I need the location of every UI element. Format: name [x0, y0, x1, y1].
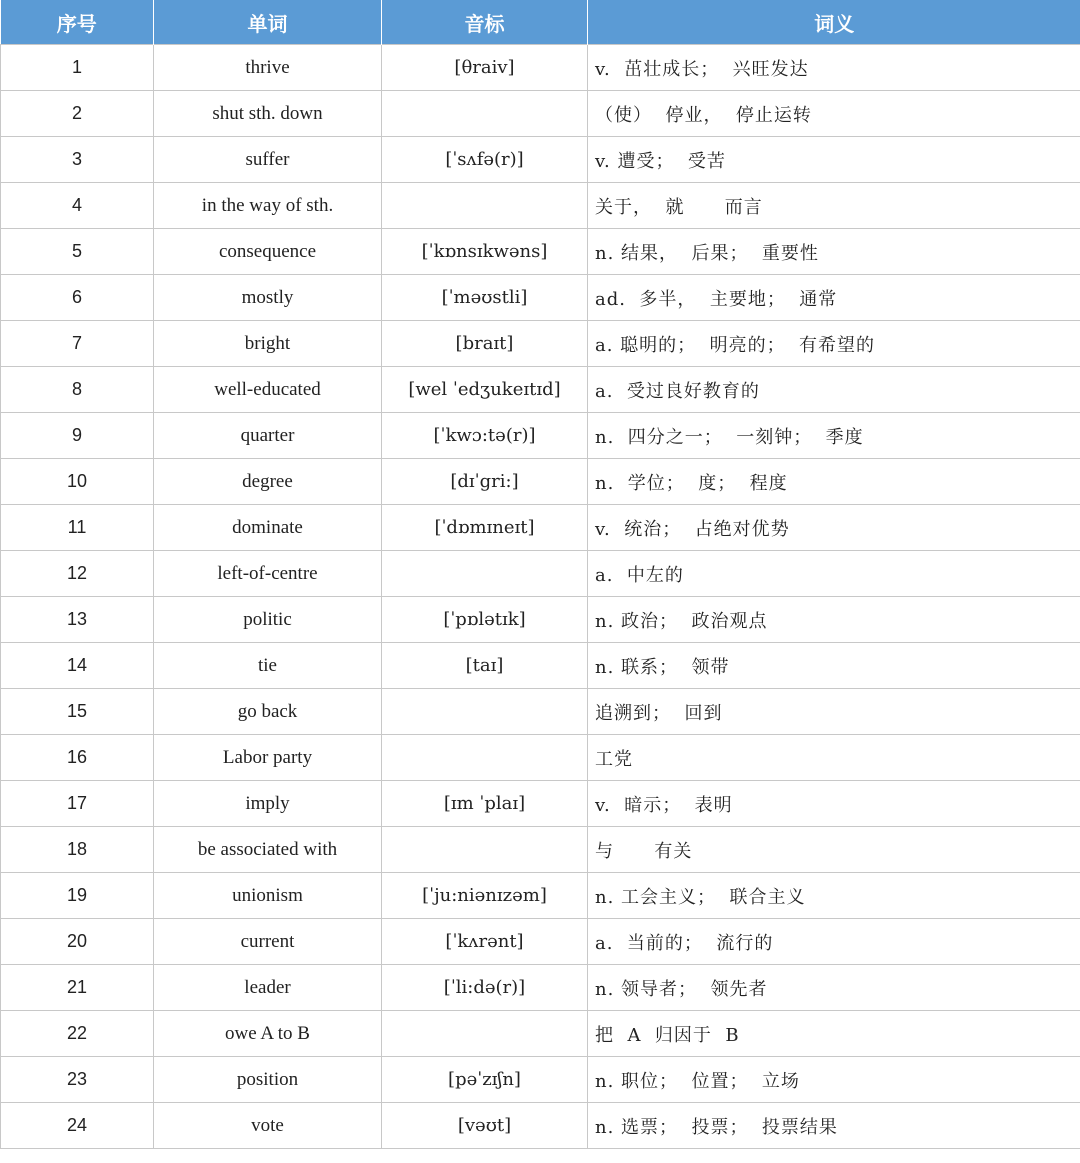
row-meaning: 追溯到； 回到	[588, 689, 1080, 735]
row-index: 19	[1, 873, 154, 919]
table-row	[1, 965, 1080, 1011]
row-index: 8	[1, 367, 154, 413]
table-row	[1, 505, 1080, 551]
row-phonetic: [vəʊt]	[382, 1103, 588, 1149]
row-index: 1	[1, 45, 154, 91]
row-phonetic: [taɪ]	[382, 643, 588, 689]
row-word: be associated with	[154, 827, 382, 873]
table-row	[1, 689, 1080, 735]
row-phonetic: [wel ˈedʒukeɪtɪd]	[382, 367, 588, 413]
row-meaning: （使） 停业， 停止运转	[588, 91, 1080, 137]
row-meaning: 关于， 就 而言	[588, 183, 1080, 229]
table-row	[1, 275, 1080, 321]
table-row	[1, 229, 1080, 275]
row-word: current	[154, 919, 382, 965]
row-meaning: 与 有关	[588, 827, 1080, 873]
row-phonetic: [dɪˈgri:]	[382, 459, 588, 505]
row-phonetic: [ˈsʌfə(r)]	[382, 137, 588, 183]
row-word: go back	[154, 689, 382, 735]
row-word: in the way of sth.	[154, 183, 382, 229]
row-meaning: a. 中左的	[588, 551, 1080, 597]
table-row	[1, 873, 1080, 919]
table-row	[1, 45, 1080, 91]
row-word: leader	[154, 965, 382, 1011]
row-word: well-educated	[154, 367, 382, 413]
row-index: 14	[1, 643, 154, 689]
row-word: owe A to B	[154, 1011, 382, 1057]
row-word: quarter	[154, 413, 382, 459]
table-body	[1, 45, 1080, 1149]
row-index: 24	[1, 1103, 154, 1149]
row-index: 21	[1, 965, 154, 1011]
row-index: 20	[1, 919, 154, 965]
row-meaning: n. 工会主义； 联合主义	[588, 873, 1080, 919]
row-word: thrive	[154, 45, 382, 91]
table-row	[1, 413, 1080, 459]
row-phonetic: [braɪt]	[382, 321, 588, 367]
row-phonetic	[382, 689, 588, 735]
row-word: politic	[154, 597, 382, 643]
row-index: 22	[1, 1011, 154, 1057]
row-phonetic	[382, 1011, 588, 1057]
row-meaning: 工党	[588, 735, 1080, 781]
row-index: 7	[1, 321, 154, 367]
row-index: 6	[1, 275, 154, 321]
table-row	[1, 1103, 1080, 1149]
row-meaning: 把 A 归因于 B	[588, 1011, 1080, 1057]
table-row	[1, 597, 1080, 643]
table-row	[1, 91, 1080, 137]
row-index: 4	[1, 183, 154, 229]
row-phonetic	[382, 551, 588, 597]
table-row	[1, 137, 1080, 183]
table-row	[1, 735, 1080, 781]
row-word: bright	[154, 321, 382, 367]
row-meaning: v. 茁壮成长； 兴旺发达	[588, 45, 1080, 91]
row-word: mostly	[154, 275, 382, 321]
row-phonetic: [ˈli:də(r)]	[382, 965, 588, 1011]
row-meaning: v. 统治； 占绝对优势	[588, 505, 1080, 551]
row-phonetic: [ˈkɒnsɪkwəns]	[382, 229, 588, 275]
table-row	[1, 321, 1080, 367]
table-row	[1, 781, 1080, 827]
row-word: consequence	[154, 229, 382, 275]
row-meaning: a. 聪明的； 明亮的； 有希望的	[588, 321, 1080, 367]
row-phonetic: [ɪm ˈplaɪ]	[382, 781, 588, 827]
row-meaning: a. 当前的； 流行的	[588, 919, 1080, 965]
table-row	[1, 643, 1080, 689]
row-meaning: n. 政治； 政治观点	[588, 597, 1080, 643]
row-word: dominate	[154, 505, 382, 551]
row-index: 12	[1, 551, 154, 597]
table-header	[1, 0, 1080, 45]
row-word: unionism	[154, 873, 382, 919]
row-phonetic: [pəˈzɪʃn]	[382, 1057, 588, 1103]
row-index: 3	[1, 137, 154, 183]
row-meaning: v. 遭受； 受苦	[588, 137, 1080, 183]
table-row	[1, 1011, 1080, 1057]
row-phonetic: [ˈməʊstli]	[382, 275, 588, 321]
table-row	[1, 1057, 1080, 1103]
row-index: 5	[1, 229, 154, 275]
header-index: 序号	[1, 0, 154, 45]
row-phonetic: [θraiv]	[382, 45, 588, 91]
row-meaning: v. 暗示； 表明	[588, 781, 1080, 827]
row-index: 10	[1, 459, 154, 505]
row-phonetic: [ˈju:niənɪzəm]	[382, 873, 588, 919]
table-row	[1, 459, 1080, 505]
row-meaning: n. 领导者； 领先者	[588, 965, 1080, 1011]
row-word: position	[154, 1057, 382, 1103]
row-phonetic	[382, 91, 588, 137]
header-row	[1, 0, 1080, 45]
table-row	[1, 919, 1080, 965]
row-index: 9	[1, 413, 154, 459]
row-word: suffer	[154, 137, 382, 183]
row-word: imply	[154, 781, 382, 827]
row-phonetic	[382, 183, 588, 229]
row-word: left-of-centre	[154, 551, 382, 597]
table-row	[1, 367, 1080, 413]
row-index: 16	[1, 735, 154, 781]
header-phonetic: 音标	[382, 0, 588, 45]
row-meaning: n. 结果， 后果； 重要性	[588, 229, 1080, 275]
row-word: vote	[154, 1103, 382, 1149]
row-phonetic	[382, 735, 588, 781]
row-meaning: n. 四分之一； 一刻钟； 季度	[588, 413, 1080, 459]
row-phonetic: [ˈkʌrənt]	[382, 919, 588, 965]
header-word: 单词	[154, 0, 382, 45]
row-phonetic: [ˈdɒmɪneɪt]	[382, 505, 588, 551]
row-index: 23	[1, 1057, 154, 1103]
row-phonetic	[382, 827, 588, 873]
table-row	[1, 827, 1080, 873]
table-row	[1, 183, 1080, 229]
row-word: Labor party	[154, 735, 382, 781]
row-word: shut sth. down	[154, 91, 382, 137]
row-word: degree	[154, 459, 382, 505]
row-index: 15	[1, 689, 154, 735]
row-meaning: n. 学位； 度； 程度	[588, 459, 1080, 505]
row-word: tie	[154, 643, 382, 689]
row-index: 17	[1, 781, 154, 827]
row-meaning: n. 选票； 投票； 投票结果	[588, 1103, 1080, 1149]
row-meaning: n. 联系； 领带	[588, 643, 1080, 689]
row-meaning: ad. 多半， 主要地； 通常	[588, 275, 1080, 321]
row-index: 18	[1, 827, 154, 873]
header-meaning: 词义	[588, 0, 1080, 45]
row-meaning: n. 职位； 位置； 立场	[588, 1057, 1080, 1103]
row-phonetic: [ˈkwɔ:tə(r)]	[382, 413, 588, 459]
row-index: 2	[1, 91, 154, 137]
row-phonetic: [ˈpɒlətɪk]	[382, 597, 588, 643]
table-row	[1, 551, 1080, 597]
row-index: 11	[1, 505, 154, 551]
row-index: 13	[1, 597, 154, 643]
row-meaning: a. 受过良好教育的	[588, 367, 1080, 413]
